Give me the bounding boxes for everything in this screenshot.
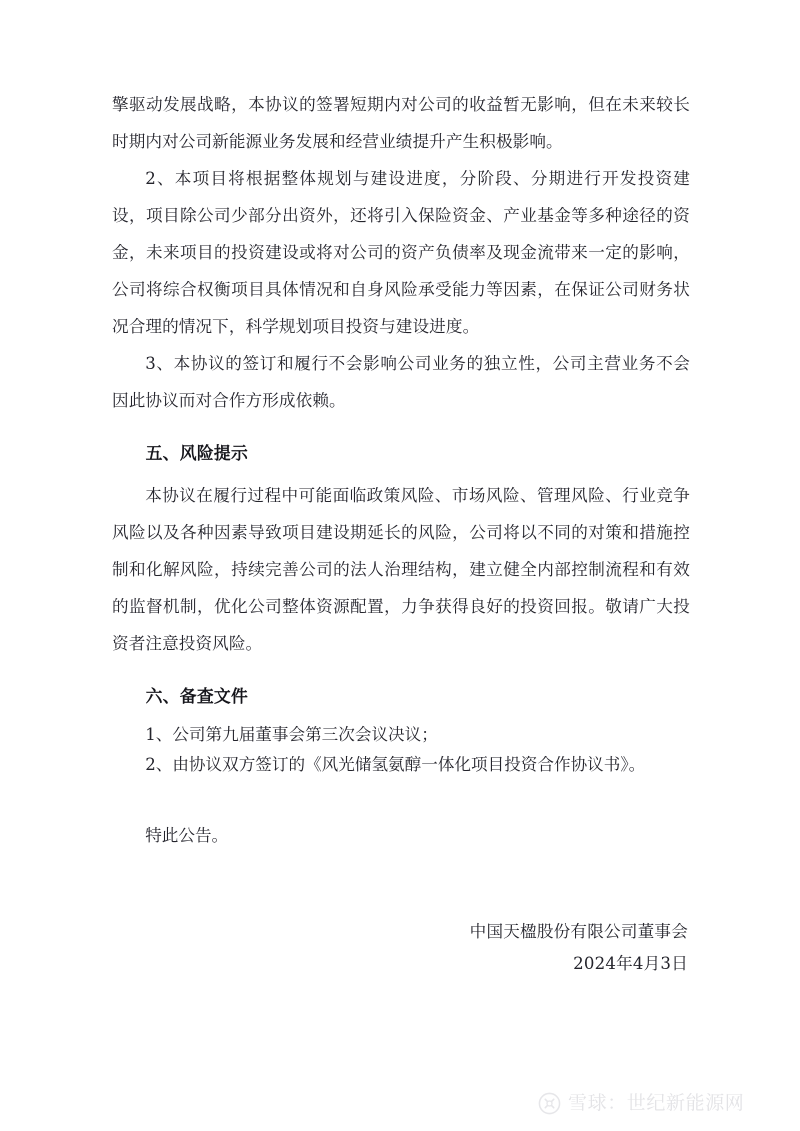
list-item: 1、公司第九届董事会第三次会议决议； [145,725,438,744]
paragraph-continuation: 擎驱动发展战略，本协议的签署短期内对公司的收益暂无影响，但在未来较长时期内对公司新能源业务发展和经营业绩提升产生积极影响。 [112,95,690,151]
paragraph-item-3: 3、本协议的签订和履行不会影响公司业务的独立性，公司主营业务不会因此协议而对合作方形成依赖。 [112,354,690,410]
heading-reference-documents: 六、备查文件 [145,686,249,706]
spacer [112,419,690,435]
spacer [112,662,690,678]
closing-statement: 特此公告。 [145,826,229,845]
list-item: 2、由协议双方签订的《风光储氢氨醇一体化项目投资合作协议书》。 [145,755,646,774]
watermark-text: 雪球：世纪新能源网 [568,1092,745,1114]
heading-risk-warning: 五、风险提示 [145,443,249,463]
reference-documents-list [112,720,690,780]
paragraph-risk-warning: 本协议在履行过程中可能面临政策风险、市场风险、管理风险、行业竞争风险以及各种因素导致项目建设期延长的风险，公司将以不同的对策和措施控制和化解风险，持续完善公司的法人治理结构，建立健全内部控制流程和有效的监督机制，优化公司整体资源配置，力争获得良好的投资回报。敬请广大投资者注意投资风险。 [112,486,690,653]
xueqiu-circle-logo-icon [538,1092,561,1115]
signature-block [112,916,690,980]
watermark [538,1092,744,1115]
signature-company: 中国天楹股份有限公司董事会 [469,922,688,941]
document-body [112,86,690,980]
paragraph-item-2: 2、本项目将根据整体规划与建设进度，分阶段、分期进行开发投资建设，项目除公司少部分出资外，还将引入保险资金、产业基金等多种途径的资金，未来项目的投资建设或将对公司的资产负债率及现金流带来一定的影响，公司将综合权衡项目具体情况和自身风险承受能力等因素，在保证公司财务状况合理的情况下，科学规划项目投资与建设进度。 [112,169,690,336]
signature-date: 2024年4月3日 [573,954,688,973]
spacer [112,780,690,820]
